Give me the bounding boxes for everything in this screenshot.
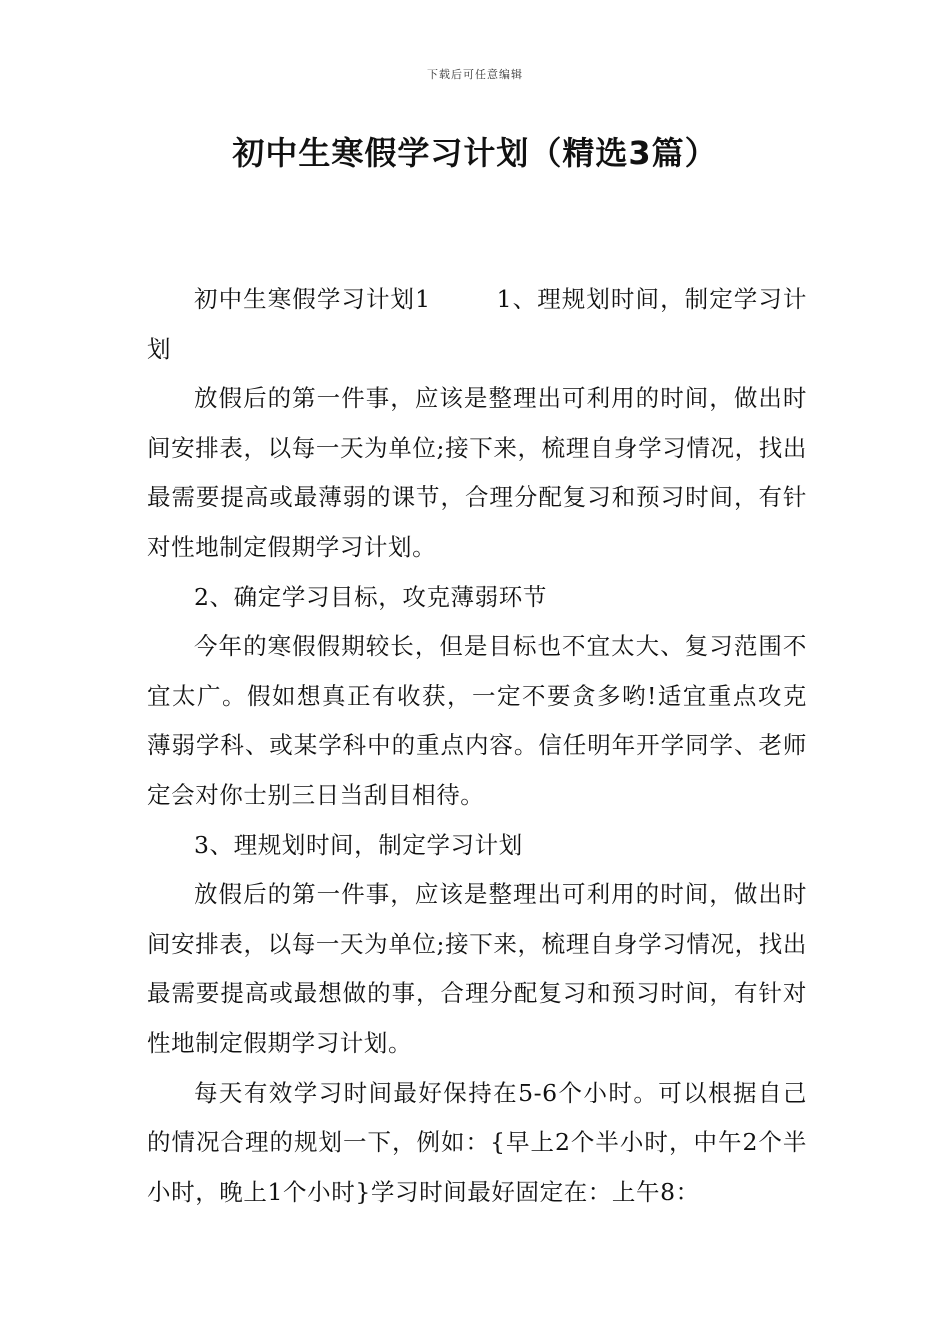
- paragraph-4: 每天有效学习时间最好保持在5-6个小时。可以根据自己的情况合理的规划一下，例如：{早上2个半小时，中午2个半小时，晚上1个小时}学习时间最好固定在：上午8：: [147, 1078, 807, 1206]
- paragraph-3: 放假后的第一件事，应该是整理出可利用的时间，做出时间安排表，以每一天为单位;接下来，梳理自身学习情况，找出最需要提高或最想做的事，合理分配复习和预习时间，有针对性地制定假期学习计划。: [147, 880, 807, 1057]
- document-body: [147, 275, 807, 1217]
- section-1-intro: [147, 275, 807, 374]
- section-1-label: 初中生寒假学习计划1: [194, 285, 431, 313]
- heading-3: 3、理规划时间，制定学习计划: [194, 830, 523, 859]
- heading-2: 2、确定学习目标，攻克薄弱环节: [194, 582, 547, 611]
- paragraph-2: 今年的寒假假期较长，但是目标也不宜太大、复习范围不宜太广。假如想真正有收获，一定不要贪多哟!适宜重点攻克薄弱学科、或某学科中的重点内容。信任明年开学同学、老师定会对你士别三日当刮目相待。: [147, 632, 807, 809]
- page-title: 初中生寒假学习计划（精选3篇）: [232, 134, 718, 172]
- paragraph-1: 放假后的第一件事，应该是整理出可利用的时间，做出时间安排表，以每一天为单位;接下来，梳理自身学习情况，找出最需要提高或最薄弱的课节，合理分配复习和预习时间，有针对性地制定假期学习计划。: [147, 384, 807, 561]
- header-note: 下载后可任意编辑: [427, 68, 523, 81]
- section-1-heading: 1、理规划时间，制定学习计划: [147, 285, 807, 363]
